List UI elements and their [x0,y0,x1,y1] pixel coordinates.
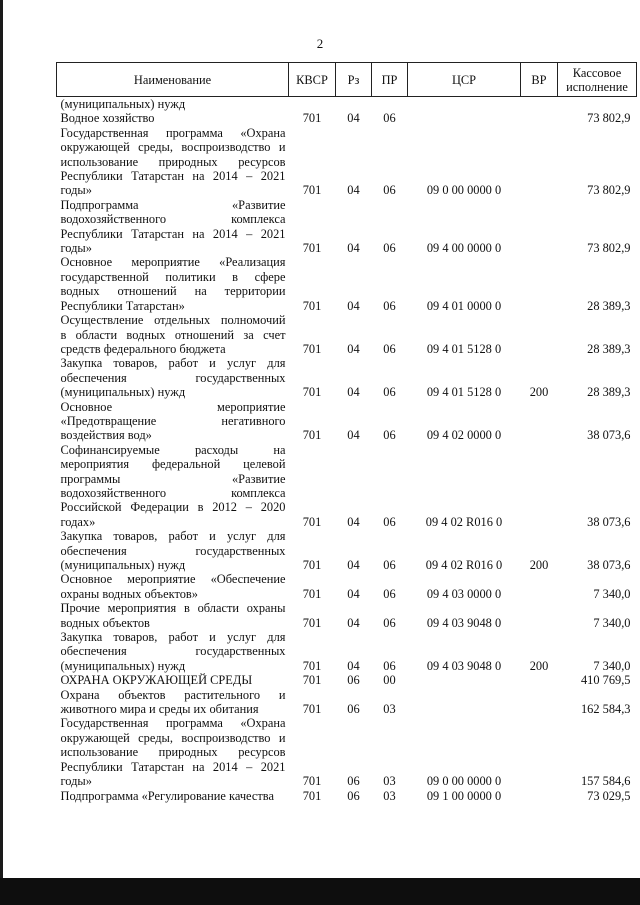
row-rz: 06 [347,774,360,789]
row-vr [521,789,558,803]
row-csr: 09 4 02 R016 0 [425,558,503,572]
row-name-line: годы» [60,183,92,198]
table-header-row [57,63,637,97]
row-name [57,443,289,529]
row-pr: 06 [383,183,396,198]
row-kvsr: 701 [302,514,322,529]
row-vr [521,126,558,198]
row-pr: 03 [383,774,396,789]
row-kvsr [289,97,336,112]
row-name-line: программы «Развитие [60,471,286,486]
row-rz: 04 [347,111,360,126]
row-name-line: обеспечения государственных [60,370,286,385]
row-amount: 38 073,6 [587,558,631,572]
header-execution: Кассовое исполнение [558,63,637,97]
row-pr: 06 [383,298,396,313]
row-kvsr: 701 [302,788,322,803]
row-vr [521,443,558,529]
row-name-line: средств федерального бюджета [60,341,226,356]
row-rz: 04 [347,615,360,630]
row-name-line: Республики Татарстан на 2014 – 2021 [60,226,286,241]
table-row [57,673,637,687]
row-rz: 04 [347,428,360,443]
row-name-line: Охрана объектов растительного и [60,687,286,702]
page-number: 2 [316,36,324,51]
row-name [57,673,289,687]
table-row [57,443,637,529]
table-row [57,255,637,313]
row-pr: 06 [383,385,396,400]
row-csr: 09 4 01 5128 0 [426,341,502,356]
row-name-line: Софинансируемые расходы на [60,442,286,457]
row-vr [521,572,558,601]
row-pr: 06 [383,558,396,572]
row-name [57,126,289,198]
header-vr: ВР [521,63,558,97]
row-kvsr: 701 [302,298,322,313]
row-pr: 06 [383,428,396,443]
row-kvsr: 701 [302,428,322,443]
row-vr [521,97,558,112]
table-row [57,400,637,443]
row-name-line: годы» [60,774,92,789]
row-name-line: использование природных ресурсов [60,154,286,169]
row-pr: 03 [383,702,396,717]
row-rz: 06 [347,702,360,717]
row-pr: 06 [383,111,396,126]
header-pr: ПР [372,63,408,97]
row-name [57,400,289,443]
row-vr [521,673,558,687]
row-name-line: Прочие мероприятия в области охраны [60,601,286,616]
table-row [57,789,637,803]
row-csr: 09 4 01 5128 0 [426,385,502,400]
row-csr: 09 4 02 R016 0 [425,514,503,529]
row-name-line: Закупка товаров, работ и услуг для [60,630,286,645]
row-name-line: ОХРАНА ОКРУЖАЮЩЕЙ СРЕДЫ [60,673,253,688]
row-kvsr: 701 [302,658,322,673]
row-name-line: водохозяйственного комплекса [60,212,286,227]
row-rz: 04 [347,558,360,572]
row-rz: 04 [347,514,360,529]
table-body [57,97,637,803]
row-amount: 28 389,3 [587,385,631,400]
row-rz: 04 [347,298,360,313]
table-row [57,572,637,601]
row-name [57,716,289,788]
row-name [57,601,289,630]
row-rz: 04 [347,183,360,198]
row-pr [372,97,408,112]
row-vr [521,313,558,356]
row-csr [408,673,521,687]
row-kvsr: 701 [302,183,322,198]
row-vr [521,601,558,630]
row-name-line: водных отношений на территории [60,284,286,299]
row-csr: 09 4 03 9048 0 [426,615,502,630]
row-amount: 73 802,9 [587,111,631,126]
row-csr [408,111,521,125]
row-csr [408,688,521,717]
row-rz [336,97,372,112]
row-csr: 09 4 02 0000 0 [426,428,502,443]
row-amount: 410 769,5 [580,673,631,688]
row-amount: 38 073,6 [587,514,631,529]
row-name-line: водных объектов [60,615,150,630]
row-csr: 09 4 03 0000 0 [426,586,502,601]
row-name [57,97,289,112]
row-name-line: (муниципальных) нужд [60,385,186,400]
row-vr [521,716,558,788]
row-name [57,789,289,803]
row-pr: 06 [383,241,396,256]
row-rz: 04 [347,341,360,356]
header-kvsr: КВСР [289,63,336,97]
row-vr [521,400,558,443]
row-name-line: обеспечения государственных [60,644,286,659]
row-csr: 09 1 00 0000 0 [426,788,502,803]
row-name-line: Российской Федерации в 2012 – 2020 [60,500,286,515]
row-vr: 200 [529,385,549,400]
row-csr [408,97,521,112]
row-rz: 06 [347,788,360,803]
row-name [57,198,289,256]
row-vr [521,255,558,313]
row-name-line: Республики Татарстан» [60,298,185,313]
table-row [57,529,637,572]
row-amount: 28 389,3 [587,298,631,313]
row-kvsr: 701 [302,385,322,400]
row-name-line: охраны водных объектов» [60,586,198,601]
table-row [57,688,637,717]
row-name-line: (муниципальных) нужд [60,658,186,673]
row-name-line: Подпрограмма «Развитие [60,197,286,212]
row-name-line: в области водных отношений за счет [60,327,286,342]
row-name-line: окружающей среды, воспроизводство и [60,140,286,155]
row-amount: 73 029,5 [587,788,631,803]
row-csr: 09 4 01 0000 0 [426,298,502,313]
row-amount: 38 073,6 [587,428,631,443]
row-name [57,529,289,572]
row-rz: 04 [347,385,360,400]
row-csr: 09 0 00 0000 0 [426,774,502,789]
row-amount: 162 584,3 [580,702,631,717]
row-csr: 09 4 00 0000 0 [426,241,502,256]
row-pr: 06 [383,586,396,601]
row-rz: 04 [347,586,360,601]
row-csr: 09 0 00 0000 0 [426,183,502,198]
row-rz: 06 [347,673,360,688]
row-amount: 7 340,0 [593,658,631,673]
row-kvsr: 701 [302,241,322,256]
row-name-line: животного мира и среды их обитания [60,702,259,717]
row-kvsr: 701 [302,111,322,126]
row-name [57,630,289,673]
row-name-line: «Предотвращение негативного [60,413,286,428]
table-row [57,313,637,356]
row-amount: 28 389,3 [587,341,631,356]
header-rz: Рз [336,63,372,97]
row-name [57,688,289,717]
row-name-line: обеспечения государственных [60,543,286,558]
table-row [57,126,637,198]
row-kvsr: 701 [302,673,322,688]
row-name-line: Осуществление отдельных полномочий [60,313,286,328]
row-name-line: государственной политики в сфере [60,269,286,284]
row-name-line: Подпрограмма «Регулирование качества [60,788,274,803]
row-name-line: Государственная программа «Охрана [60,716,286,731]
row-name-line: водохозяйственного комплекса [60,485,286,500]
row-pr: 06 [383,615,396,630]
table-row [57,630,637,673]
row-name-line: Основное мероприятие «Обеспечение [60,572,286,587]
table-row [57,97,637,112]
header-csr: ЦСР [408,63,521,97]
row-name-line: Республики Татарстан на 2014 – 2021 [60,169,286,184]
row-name [57,255,289,313]
scan-bottom-border [0,878,640,905]
row-name [57,572,289,601]
row-kvsr: 701 [302,702,322,717]
row-name-line: Закупка товаров, работ и услуг для [60,356,286,371]
row-vr: 200 [529,658,549,673]
table-row [57,601,637,630]
row-name-line: Водное хозяйство [60,111,155,126]
row-amount [558,97,637,112]
row-rz: 04 [347,241,360,256]
row-name-line: Основное мероприятие «Реализация [60,255,286,270]
table-row [57,356,637,399]
row-amount: 7 340,0 [593,586,631,601]
row-kvsr: 701 [302,615,322,630]
row-name-line: (муниципальных) нужд [60,97,186,111]
row-vr [521,198,558,256]
row-pr: 00 [383,673,396,688]
row-name-line: мероприятия федеральной целевой [60,457,286,472]
row-name-line: Республики Татарстан на 2014 – 2021 [60,759,286,774]
row-kvsr: 701 [302,341,322,356]
row-name-line: использование природных ресурсов [60,745,286,760]
row-name-line: Закупка товаров, работ и услуг для [60,529,286,544]
row-pr: 06 [383,658,396,673]
header-name: Наименование [57,63,289,97]
table-row [57,198,637,256]
row-pr: 06 [383,341,396,356]
row-vr: 200 [529,558,549,572]
row-amount: 73 802,9 [587,183,631,198]
row-name-line: годы» [60,241,92,256]
row-pr: 03 [383,788,396,803]
scan-left-edge [0,0,3,878]
row-name-line: Государственная программа «Охрана [60,125,286,140]
row-name [57,111,289,125]
table-row [57,111,637,125]
row-pr: 06 [383,514,396,529]
row-name-line: (муниципальных) нужд [60,558,186,572]
row-name-line: окружающей среды, воспроизводство и [60,730,286,745]
row-rz: 04 [347,658,360,673]
row-csr: 09 4 03 9048 0 [426,658,502,673]
row-amount: 73 802,9 [587,241,631,256]
row-vr [521,111,558,125]
budget-execution-table [56,62,637,803]
row-name [57,313,289,356]
row-name-line: воздействия вод» [60,428,152,443]
row-vr [521,688,558,717]
row-name-line: годах» [60,514,96,529]
row-name-line: Основное мероприятие [60,399,286,414]
table-row [57,716,637,788]
row-name [57,356,289,399]
row-amount: 7 340,0 [593,615,631,630]
row-amount: 157 584,6 [580,774,631,789]
row-kvsr: 701 [302,774,322,789]
row-kvsr: 701 [302,558,322,572]
row-kvsr: 701 [302,586,322,601]
